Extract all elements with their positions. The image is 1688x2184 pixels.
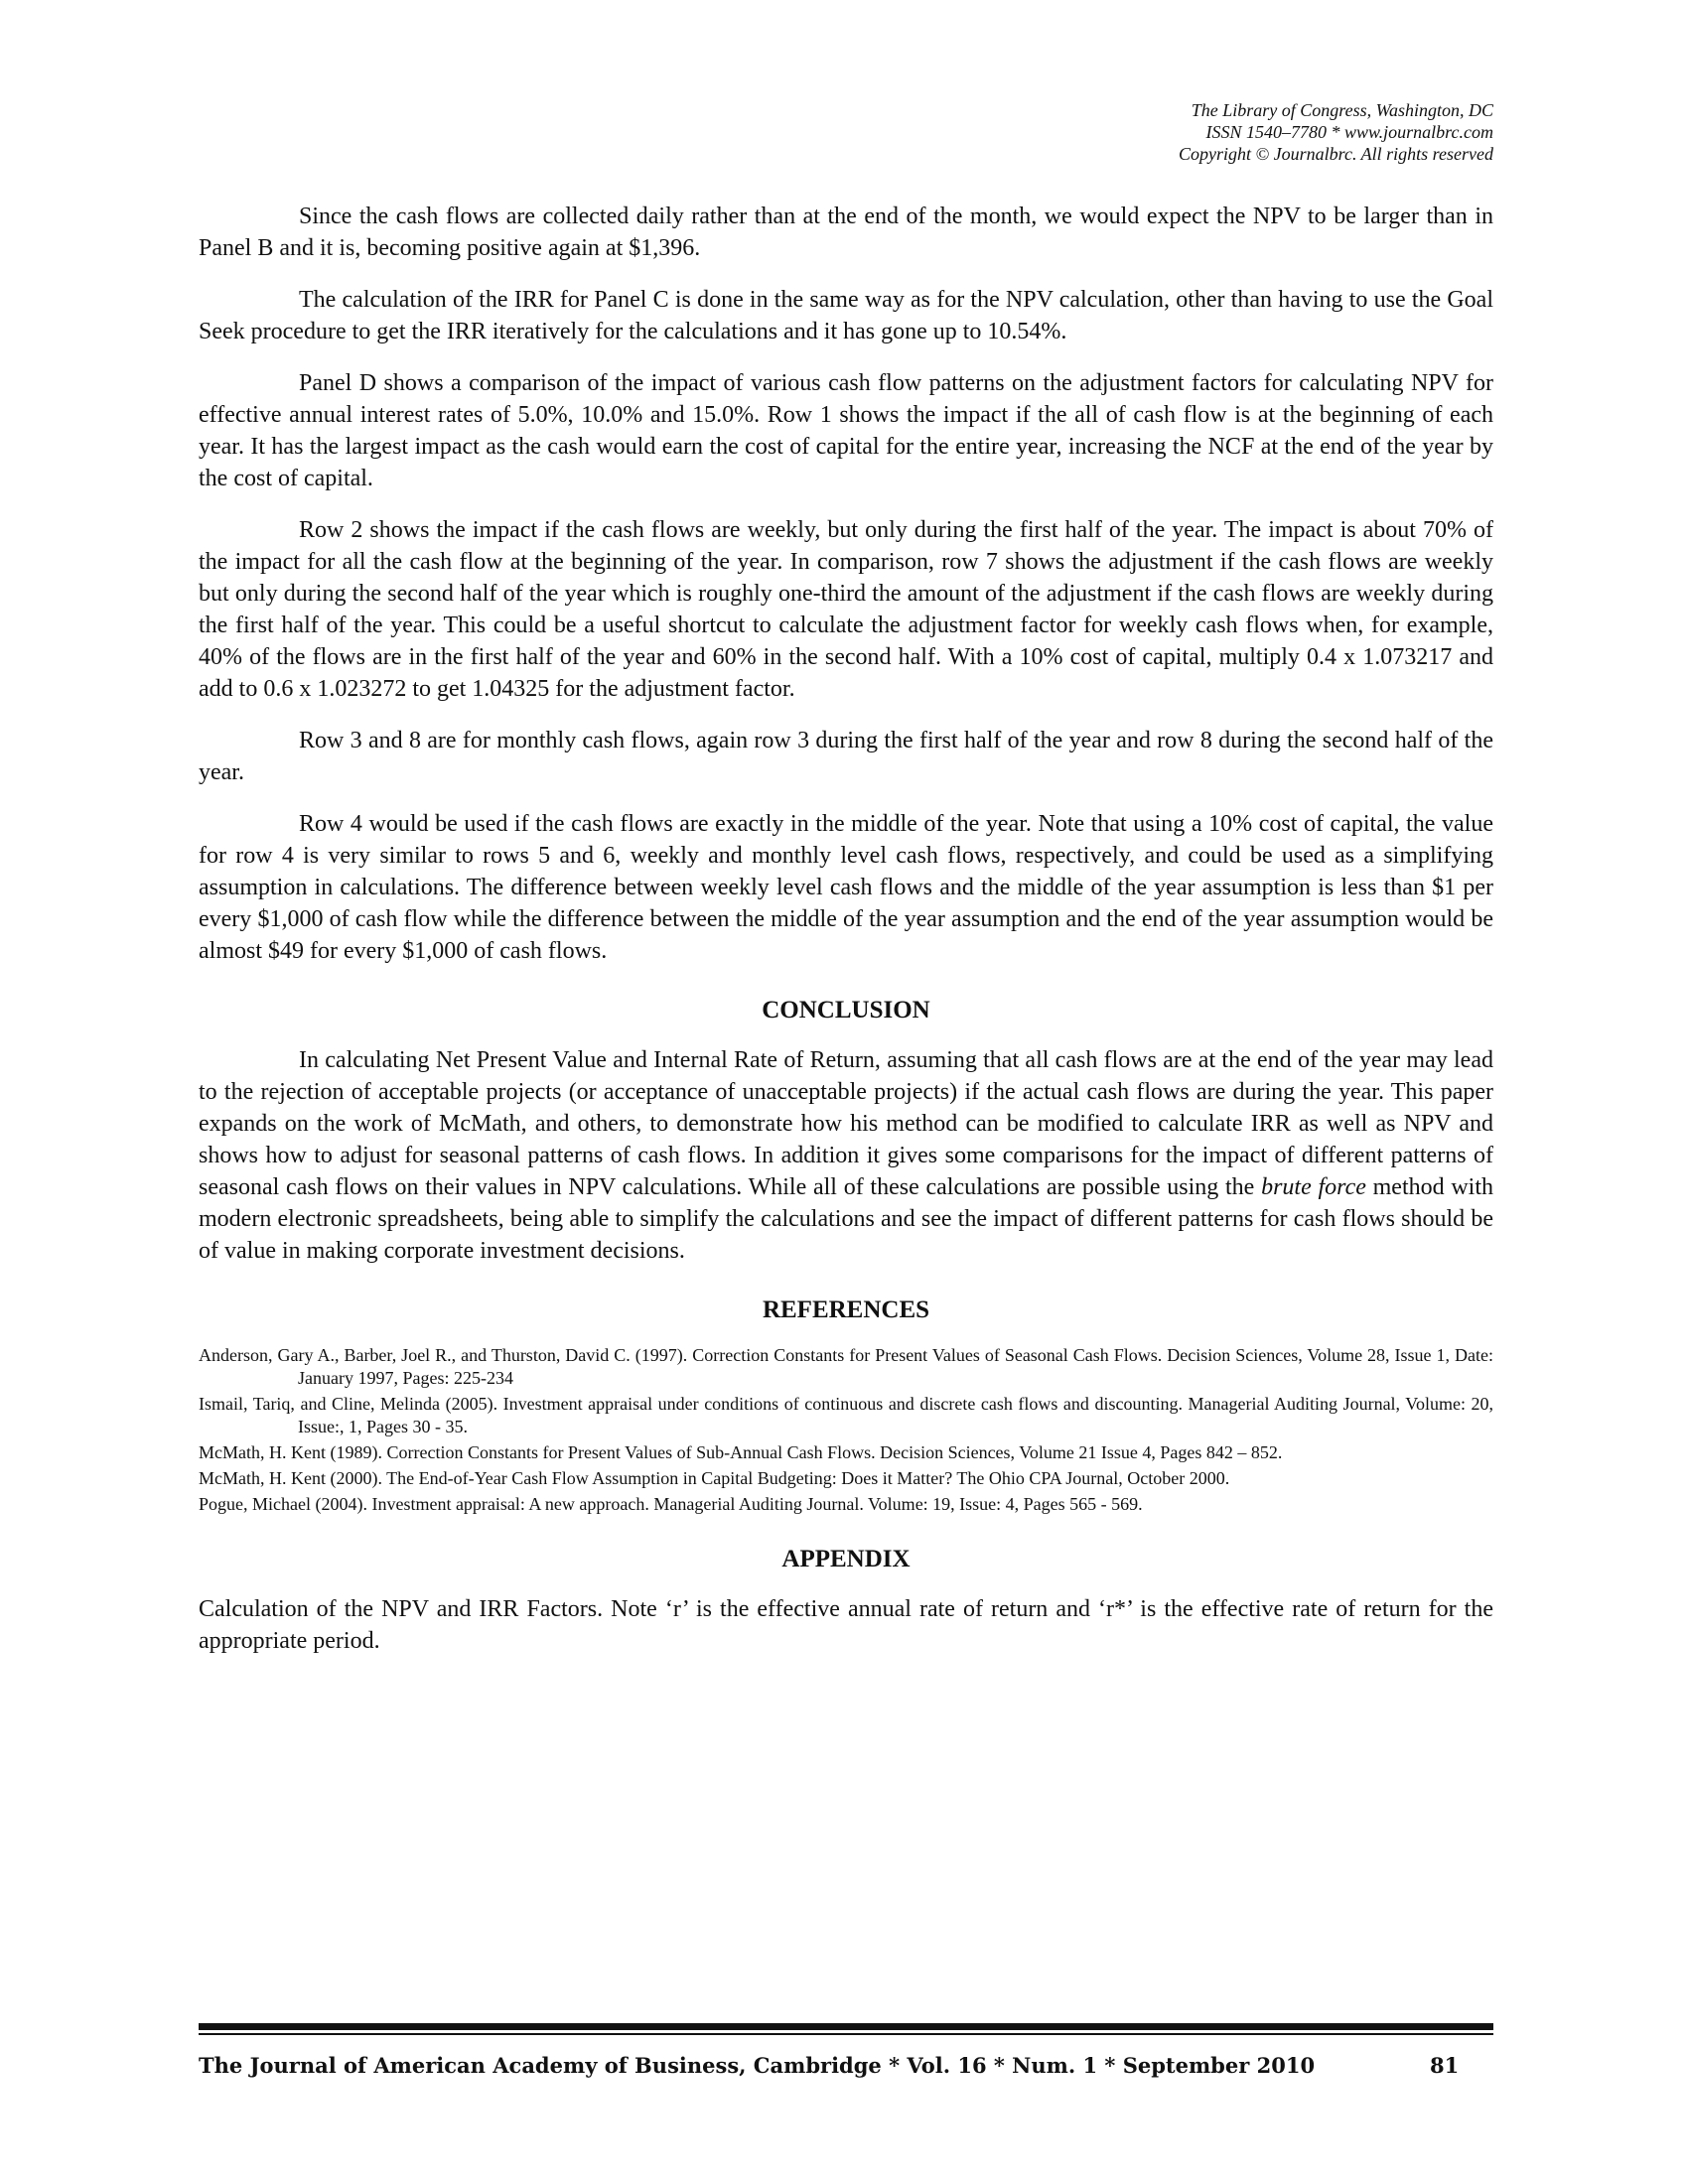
footer-rule-thin bbox=[199, 2033, 1493, 2035]
conclusion-text-start: In calculating Net Present Value and Internal Rate of Return, assuming that all cash flows are at the end of the year may lead to the rejection of acceptable projects (or acceptance of unacceptable projects) if the actual cash flows are during the year. This paper expands on the work of McMath, and others, to demonstrate how his method can be modified to calculate IRR as well as NPV and shows how to adjust for seasonal patterns of cash flows. In addition it gives some comparisons for the impact of different patterns of seasonal cash flows on their values in NPV calculations. While all of these calculations are possible using the bbox=[199, 1047, 1493, 1200]
conclusion-heading: CONCLUSION bbox=[762, 997, 930, 1024]
paragraph-panel-d: Panel D shows a comparison of the impact of various cash flow patterns on the adjustment factors for calculating NPV for effective annual interest rates of 5.0%, 10.0% and 15.0%. Row 1 shows the impact if the all of cash flow is at the beginning of each year. It has the largest impact as the cash would earn the cost of capital for the entire year, increasing the NCF at the end of the year by the cost of capital. bbox=[199, 370, 1493, 491]
header-line-issn: ISSN 1540–7780 * www.journalbrc.com bbox=[1205, 122, 1493, 142]
page-number: 81 bbox=[1430, 2053, 1460, 2078]
reference-item: Ismail, Tariq, and Cline, Melinda (2005). Investment appraisal under conditions of continuous and discrete cash flows and discounting. Managerial Auditing Journal, Volume: 20, Issue:, 1, Pages 30 - 35. bbox=[199, 1394, 1493, 1436]
footer-rule-thick bbox=[199, 2023, 1493, 2030]
references-list bbox=[199, 1344, 1493, 1516]
header-line-copyright: Copyright © Journalbrc. All rights reserved bbox=[1179, 144, 1493, 164]
paragraph-row-4: Row 4 would be used if the cash flows are exactly in the middle of the year. Note that using a 10% cost of capital, the value for row 4 is very similar to rows 5 and 6, weekly and monthly level cash flows, respectively, and could be used as a simplifying assumption in calculations. The difference between weekly level cash flows and the middle of the year assumption is less than $1 per every $1,000 of cash flow while the difference between the middle of the year assumption and the end of the year assumption would be almost $49 for every $1,000 of cash flows. bbox=[199, 811, 1493, 964]
reference-item: Anderson, Gary A., Barber, Joel R., and Thurston, David C. (1997). Correction Constants for Present Values of Seasonal Cash Flows. Decision Sciences, Volume 28, Issue 1, Date: January 1997, Pages: 225-234 bbox=[199, 1345, 1493, 1388]
journal-header bbox=[898, 99, 1493, 165]
reference-item: McMath, H. Kent (2000). The End-of-Year Cash Flow Assumption in Capital Budgeting: Does it Matter? The Ohio CPA Journal, October 2000. bbox=[199, 1468, 1230, 1488]
appendix-heading: APPENDIX bbox=[781, 1546, 911, 1572]
conclusion-paragraph bbox=[199, 1044, 1493, 1267]
reference-item: McMath, H. Kent (1989). Correction Constants for Present Values of Sub-Annual Cash Flows. Decision Sciences, Volume 21 Issue 4, Pages 842 – 852. bbox=[199, 1442, 1283, 1462]
paragraph-panel-c-npv: Since the cash flows are collected daily rather than at the end of the month, we would expect the NPV to be larger than in Panel B and it is, becoming positive again at $1,396. bbox=[199, 204, 1493, 261]
conclusion-italic-term: brute force bbox=[1261, 1174, 1366, 1200]
conclusion-text-end: method with modern electronic spreadsheets, being able to simplify the calculations and see the impact of different patterns for cash flows should be of value in making corporate investment decisions. bbox=[199, 1174, 1494, 1264]
header-line-library: The Library of Congress, Washington, DC bbox=[1191, 100, 1493, 120]
page-footer bbox=[199, 2053, 1493, 2083]
appendix-paragraph: Calculation of the NPV and IRR Factors. Note ‘r’ is the effective annual rate of return and ‘r*’ is the effective rate of return for the appropriate period. bbox=[199, 1596, 1493, 1654]
page-body bbox=[199, 201, 1493, 1677]
paragraph-row-3-8: Row 3 and 8 are for monthly cash flows, again row 3 during the first half of the year and row 8 during the second half of the year. bbox=[199, 728, 1493, 785]
paragraph-panel-c-irr: The calculation of the IRR for Panel C is done in the same way as for the NPV calculation, other than having to use the Goal Seek procedure to get the IRR iteratively for the calculations and it has gone up to 10.54%. bbox=[199, 287, 1493, 344]
footer-journal-citation: The Journal of American Academy of Business, Cambridge * Vol. 16 * Num. 1 * September 2010 bbox=[199, 2053, 1316, 2078]
references-heading: REFERENCES bbox=[762, 1297, 930, 1323]
reference-item: Pogue, Michael (2004). Investment appraisal: A new approach. Managerial Auditing Journal. Volume: 19, Issue: 4, Pages 565 - 569. bbox=[199, 1494, 1143, 1514]
paragraph-row-2: Row 2 shows the impact if the cash flows are weekly, but only during the first half of the year. The impact is about 70% of the impact for all the cash flow at the beginning of the year. In comparison, row 7 shows the adjustment if the cash flows are weekly but only during the second half of the year which is roughly one-third the amount of the adjustment if the cash flows are weekly during the first half of the year. This could be a useful shortcut to calculate the adjustment factor for weekly cash flows when, for example, 40% of the flows are in the first half of the year and 60% in the second half. With a 10% cost of capital, multiply 0.4 x 1.073217 and add to 0.6 x 1.023272 to get 1.04325 for the adjustment factor. bbox=[199, 517, 1493, 702]
